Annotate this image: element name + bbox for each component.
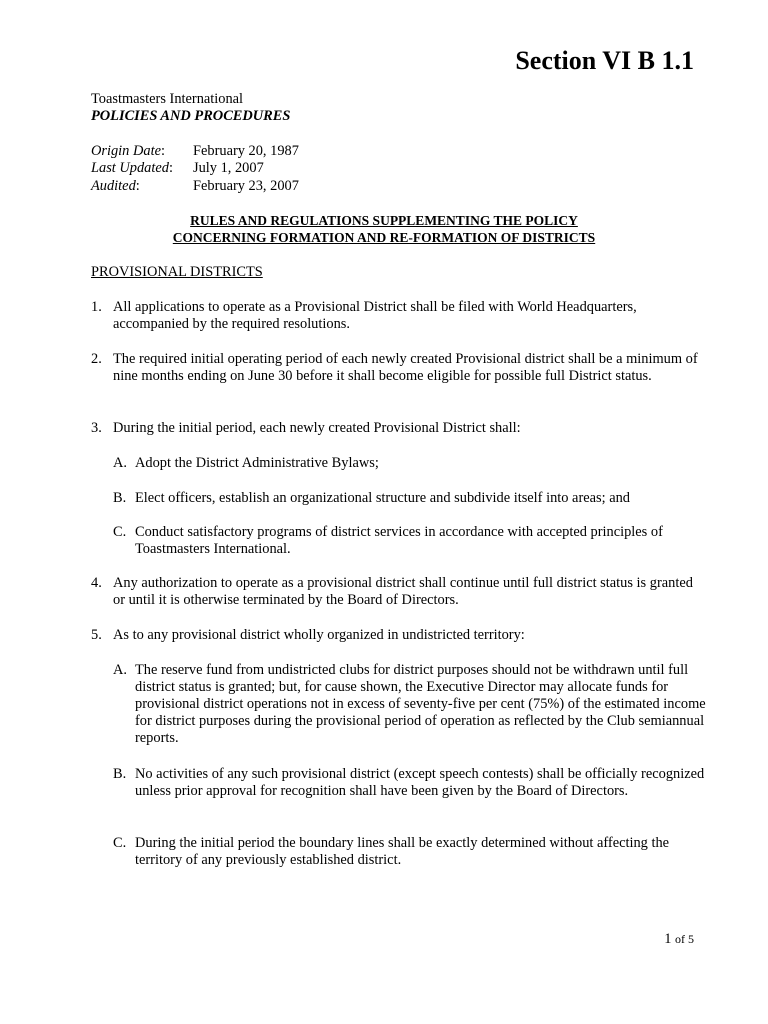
rules-title-line1: RULES AND REGULATIONS SUPPLEMENTING THE POLICY [190, 213, 578, 228]
subitem-letter: B. [113, 490, 127, 506]
subitem-text: During the initial period the boundary lines shall be exactly determined without affecting the territory of any previously established district. [135, 835, 670, 868]
page-number [664, 931, 694, 948]
audited-row [91, 178, 299, 195]
origin-date-label: Origin Date: [91, 143, 165, 159]
subitem-letter: C. [113, 524, 127, 540]
item-number: 1. [91, 299, 102, 315]
audited-value: February 23, 2007 [193, 178, 299, 194]
subitem-text: The reserve fund from undistricted clubs for district purposes should not be withdrawn until full district status is granted; but, for cause shown, the Executive Director may allocate funds for provisional district operations not in excess of seventy-five per cent (75%) of the estimated income for district purposes during the provisional period of operation as reflected by the Club semiannual reports. [135, 662, 706, 746]
last-updated-row [91, 160, 264, 177]
page-total: of 5 [675, 932, 694, 946]
organization-name: Toastmasters International [91, 91, 244, 107]
subitem-text: Adopt the District Administrative Bylaws; [135, 455, 379, 471]
item-text: All applications to operate as a Provisional District shall be filed with World Headquarters, accompanied by the required resolutions. [113, 299, 637, 332]
section-title: Section VI B 1.1 [515, 46, 694, 75]
item-text: The required initial operating period of each newly created Provisional district shall be a minimum of nine months ending on June 30 before it shall become eligible for possible full District status. [113, 351, 698, 384]
rules-title [0, 212, 768, 246]
item-text: As to any provisional district wholly organized in undistricted territory: [113, 627, 525, 643]
item-text: During the initial period, each newly created Provisional District shall: [113, 420, 521, 436]
rules-title-line2: CONCERNING FORMATION AND RE-FORMATION OF DISTRICTS [172, 230, 596, 245]
item-number: 2. [91, 351, 102, 367]
last-updated-value: July 1, 2007 [193, 160, 264, 176]
subitem-text: Conduct satisfactory programs of district services in accordance with accepted principles of Toastmasters International. [135, 524, 663, 557]
page-current: 1 [664, 931, 672, 947]
subitem-letter: B. [113, 766, 127, 782]
subitem-text: Elect officers, establish an organizational structure and subdivide itself into areas; and [135, 490, 630, 506]
subitem-letter: A. [113, 662, 127, 678]
origin-date-value: February 20, 1987 [193, 143, 299, 159]
item-number: 5. [91, 627, 102, 643]
item-number: 3. [91, 420, 102, 436]
subitem-text: No activities of any such provisional district (except speech contests) shall be officially recognized unless prior approval for recognition shall have been given by the Board of Directors. [135, 766, 705, 799]
origin-date-row [91, 143, 299, 160]
item-text: Any authorization to operate as a provisional district shall continue until full district status is granted or until it is otherwise terminated by the Board of Directors. [113, 575, 693, 608]
subitem-letter: C. [113, 835, 127, 851]
item-number: 4. [91, 575, 102, 591]
policies-heading: POLICIES AND PROCEDURES [91, 108, 291, 124]
provisional-districts-heading: PROVISIONAL DISTRICTS [91, 264, 263, 280]
audited-label: Audited: [91, 178, 140, 194]
last-updated-label: Last Updated: [91, 160, 173, 176]
subitem-letter: A. [113, 455, 127, 471]
